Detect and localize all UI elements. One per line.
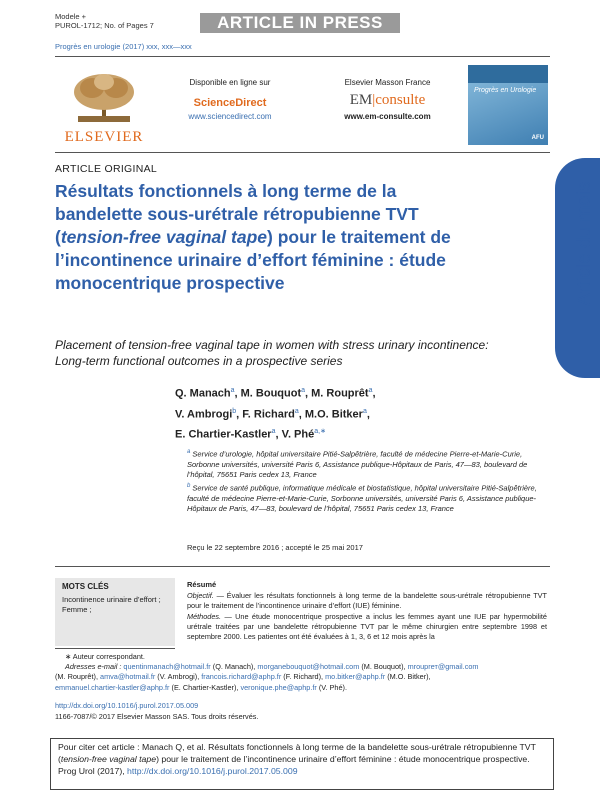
banner-rule <box>55 152 550 153</box>
email-link[interactable]: francois.richard@aphp.fr <box>201 672 282 682</box>
pages-label: No. of Pages 7 <box>104 21 154 30</box>
english-title: Placement of tension-free vaginal tape in women with stress urinary incontinence: Long-term functional outcomes in a prospective series <box>55 338 489 368</box>
elsevier-tree-icon <box>64 70 144 126</box>
sd-available: Disponible en ligne sur <box>189 78 271 87</box>
section-label: ARTICLE ORIGINAL <box>55 163 158 175</box>
author-list: Q. Manach$^a$, M. Bouquot$^a$, M. Rouprêt$^a$, V. Ambrogi$^b$, F. Richard$^a$, M.O. Bitker$^a$, E. Chartier-Kastler$^a$, V. Phé$^{a,∗}$ <box>175 387 376 441</box>
article-in-press-banner: ARTICLE IN PRESS <box>200 13 400 33</box>
email-link[interactable]: quentinmanach@hotmail.fr <box>123 662 211 672</box>
em-publisher: Elsevier Masson France <box>344 78 431 87</box>
article-title: Résultats fonctionnels à long terme de la bandelette sous-urétrale rétropubienne TVT (tension-free vaginal tape) pour le traitement de l’incontinence urinaire d’effort féminine : étude monocentrique prospective <box>55 181 451 293</box>
email-link[interactable]: emmanuel.chartier-kastler@aphp.fr <box>55 682 170 692</box>
ref-label: PUROL-1712; <box>55 21 103 30</box>
footnote-rule <box>55 648 175 649</box>
sd-url[interactable]: www.sciencedirect.com <box>188 112 272 121</box>
elsevier-logo-text: ELSEVIER <box>64 129 144 145</box>
abstract-heading: Résumé <box>187 580 217 589</box>
cover-afu: AFU <box>531 135 544 141</box>
mid-rule <box>55 566 550 567</box>
sciencedirect-box <box>160 78 300 121</box>
email-link[interactable]: amva@hotmail.fr <box>100 672 156 682</box>
em-url[interactable]: www.em-consulte.com <box>344 112 431 121</box>
cover-title: Progrès en Urologie <box>474 87 537 94</box>
keywords-title: MOTS CLÉS <box>62 582 109 591</box>
keywords-list <box>62 595 172 615</box>
citation-text: Pour citer cet article : Manach Q, et al. Résultats fonctionnels à long terme de la bandelette sous-urétrale rétropubienne TVT (tension-free vaginal tape) pour le traitement de l’incontinence urinaire d’effort féminine : étude monocentrique prospective. Prog Urol (2017), http://dx.doi.org/10.1016/j.purol.2017.05.009 <box>58 742 536 777</box>
affiliation-b: $^b$ Service de santé publique, informatique médicale et biostatistique, hôpital universitaire Pitié-Salpêtrière, faculté de médecine Pierre-et-Marie-Curie, Sorbonne universités, université Paris 6, Assistance publique-Hôpitaux de Paris, 47—83, boulevard de l’hôpital, 75651 Paris cedex 13, France <box>187 482 537 514</box>
model-label: Modele + <box>55 12 87 21</box>
keyword-item: Incontinence urinaire d’effort ; <box>62 595 161 604</box>
side-tab-label: Article du mois <box>574 181 595 306</box>
correspondence: ∗ Auteur correspondant. Adresses e-mail : quentinmanach@hotmail.fr (Q. Manach), morganebouquot@hotmail.com (M. Bouquot), mrouprет@gmail.com (M. Rouprêt), amva@hotmail.fr (V. Ambrogi), francois.richard@aphp.fr (F. Richard), mo.bitker@aphp.fr (M.O. Bitker), emmanuel.chartier-kastler@aphp.fr (E. Chartier-Kastler), veronique.phe@aphp.fr (V. Phé). <box>55 652 479 692</box>
email-link[interactable]: mrouprет@gmail.com <box>407 662 479 672</box>
journal-citation[interactable]: Progrès en urologie (2017) xxx, xxx—xxx <box>55 42 192 51</box>
journal-cover <box>468 65 548 145</box>
emconsulte-box <box>315 78 460 121</box>
abstract-text: Objectif. — Évaluer les résultats fonctionnels à long terme de la bandelette sous-urétrale rétropubienne TVT pour le traitement de l’incontinence urinaire d’effort (IUE) féminine. Méthodes. — Une étude monocentrique prospective a inclus les femmes ayant une IUE par hypermobilité urétrale traitées par une bandelette rétropubienne TVT par le même chirurgien entre septembre 1998 et septembre 2000. Les patientes ont été évaluées à 1, 3, 6 et 12 mois après la <box>187 591 547 642</box>
affiliation-a: $^a$ Service d’urologie, hôpital universitaire Pitié-Salpêtrière, faculté de médecine Pierre-et-Marie-Curie, Sorbonne universités, université Paris 6, Assistance publique-Hôpitaux de Paris, 47—83, boulevard de l’hôpital, 75651 Paris cedex 13, France <box>187 449 528 480</box>
received-dates: Reçu le 22 septembre 2016 ; accepté le 25 mai 2017 <box>187 543 363 552</box>
doi-link[interactable]: http://dx.doi.org/10.1016/j.purol.2017.05.009 <box>55 701 199 710</box>
email-link[interactable]: morganebouquot@hotmail.com <box>257 662 360 672</box>
em-logo: EM|consulte <box>349 92 426 108</box>
citation-doi-link[interactable]: http://dx.doi.org/10.1016/j.purol.2017.05.009 <box>127 766 298 777</box>
copyright: 1166-7087/© 2017 Elsevier Masson SAS. Tous droits réservés. <box>55 712 259 721</box>
keyword-item: Femme ; <box>62 605 92 614</box>
affiliations <box>187 447 552 514</box>
header-meta <box>55 12 154 30</box>
email-link[interactable]: veronique.phe@aphp.fr <box>240 682 317 692</box>
top-rule <box>55 56 550 57</box>
sd-name: ScienceDirect <box>193 97 267 109</box>
email-link[interactable]: mo.bitker@aphp.fr <box>325 672 386 682</box>
